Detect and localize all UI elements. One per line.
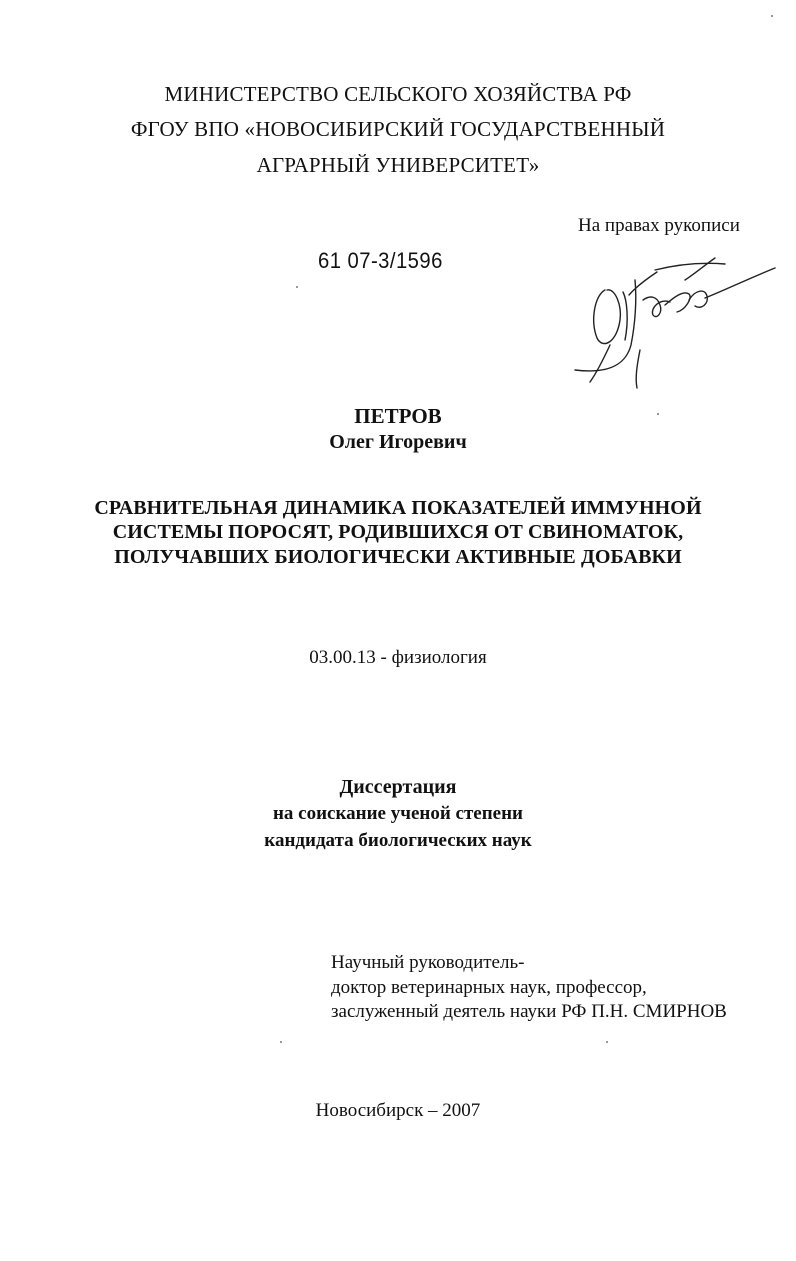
dissertation-title-line1: СРАВНИТЕЛЬНАЯ ДИНАМИКА ПОКАЗАТЕЛЕЙ ИММУННОЙ — [94, 497, 702, 519]
scan-speck — [657, 413, 659, 415]
place-year: Новосибирск – 2007 — [315, 1100, 481, 1121]
author-given-names: Олег Игоревич — [329, 431, 467, 453]
degree-line2: на соискание ученой степени — [272, 803, 523, 824]
author-surname: ПЕТРОВ — [354, 404, 442, 428]
rights-note: На правах рукописи — [578, 215, 740, 236]
signature-icon — [565, 250, 780, 390]
supervisor-degree: доктор ветеринарных наук, профессор, — [331, 977, 647, 998]
scan-speck — [771, 15, 773, 17]
supervisor-label: Научный руководитель- — [331, 952, 525, 973]
degree-type: Диссертация — [339, 776, 457, 798]
specialty-code: 03.00.13 - физиология — [309, 647, 487, 668]
supervisor-name: заслуженный деятель науки РФ П.Н. СМИРНОВ — [331, 1001, 727, 1022]
scan-speck — [280, 1041, 282, 1043]
university-name-line2: АГРАРНЫЙ УНИВЕРСИТЕТ» — [256, 153, 540, 177]
scan-speck — [296, 286, 298, 288]
dissertation-title-line2: СИСТЕМЫ ПОРОСЯТ, РОДИВШИХСЯ ОТ СВИНОМАТОК, — [112, 521, 684, 543]
university-name-line1: ФГОУ ВПО «НОВОСИБИРСКИЙ ГОСУДАРСТВЕННЫЙ — [130, 117, 666, 141]
ministry-name: МИНИСТЕРСТВО СЕЛЬСКОГО ХОЗЯЙСТВА РФ — [164, 82, 632, 106]
degree-line3: кандидата биологических наук — [264, 830, 532, 851]
dissertation-title-line3: ПОЛУЧАВШИХ БИОЛОГИЧЕСКИ АКТИВНЫЕ ДОБАВКИ — [114, 546, 682, 568]
scan-speck — [606, 1041, 608, 1043]
archive-number-stamp: 61 07-3/1596 — [318, 248, 443, 273]
